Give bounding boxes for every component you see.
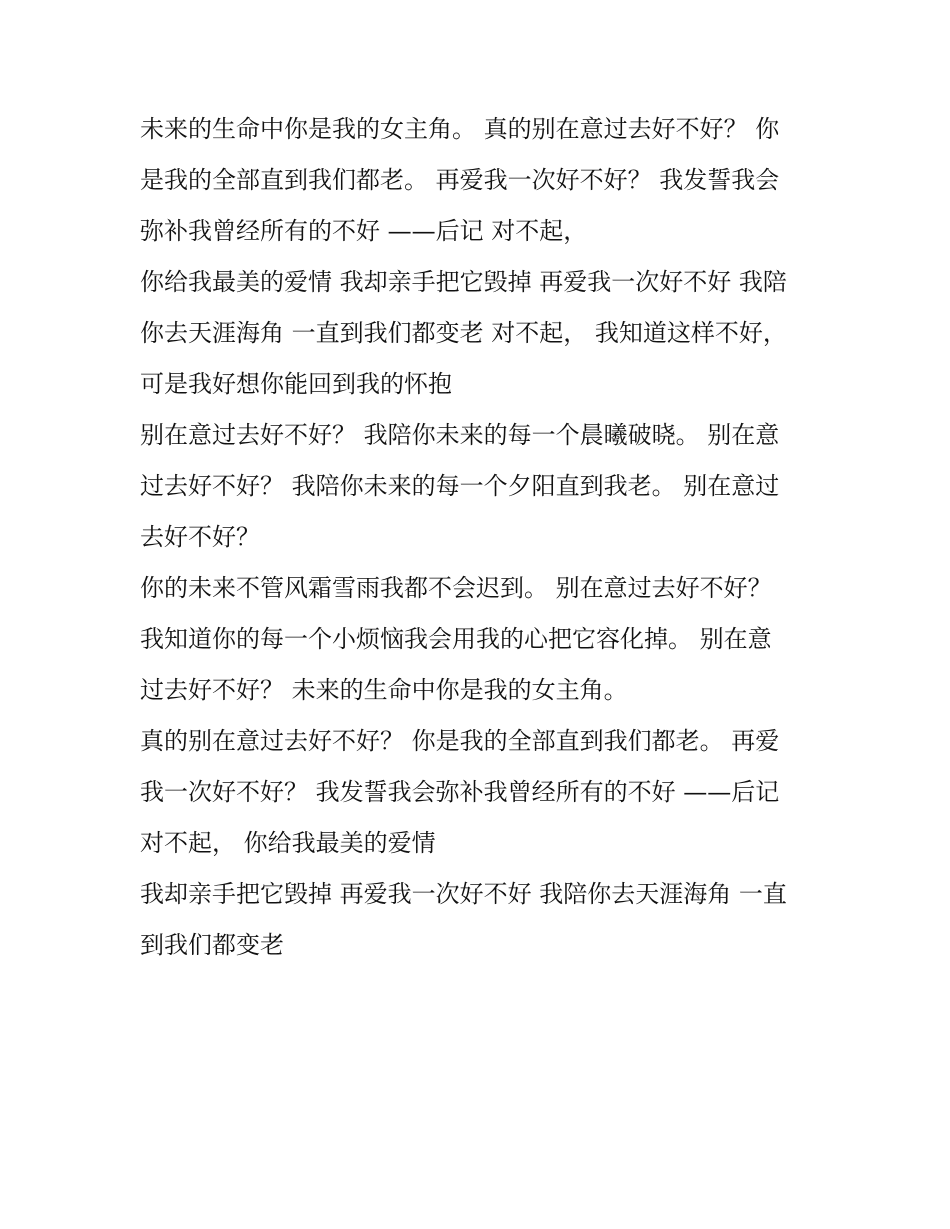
text-line: 你的未来不管风霜雪雨我都不会迟到。 别在意过去好不好？ <box>140 574 772 602</box>
body-text <box>140 104 820 971</box>
text-line: 别在意过去好不好？ 我陪你未来的每一个晨曦破晓。 别在意 <box>140 421 780 449</box>
text-line: 对不起， 你给我最美的爱情 <box>140 829 436 857</box>
text-line: 过去好不好？ 我陪你未来的每一个夕阳直到我老。 别在意过 <box>140 472 780 500</box>
text-line: 你给我最美的爱情 我却亲手把它毁掉 再爱我一次好不好 我陪 <box>140 268 787 296</box>
text-line: 我一次好不好？ 我发誓我会弥补我曾经所有的不好 ——后记 <box>140 778 780 806</box>
text-line: 过去好不好？ 未来的生命中你是我的女主角。 <box>140 676 628 704</box>
text-line: 我知道你的每一个小烦恼我会用我的心把它容化掉。 别在意 <box>140 625 772 653</box>
text-line: 到我们都变老 <box>140 931 284 959</box>
text-line: 可是我好想你能回到我的怀抱 <box>140 370 452 398</box>
text-line: 我却亲手把它毁掉 再爱我一次好不好 我陪你去天涯海角 一直 <box>140 880 787 908</box>
text-line: 未来的生命中你是我的女主角。 真的别在意过去好不好？ 你 <box>140 115 780 143</box>
text-line: 真的别在意过去好不好？ 你是我的全部直到我们都老。 再爱 <box>140 727 780 755</box>
text-line: 去好不好？ <box>140 523 260 551</box>
text-line: 你去天涯海角 一直到我们都变老 对不起， 我知道这样不好， <box>140 319 787 347</box>
text-line: 是我的全部直到我们都老。 再爱我一次好不好？ 我发誓我会 <box>140 166 780 194</box>
text-line: 弥补我曾经所有的不好 ——后记 对不起， <box>140 217 588 245</box>
